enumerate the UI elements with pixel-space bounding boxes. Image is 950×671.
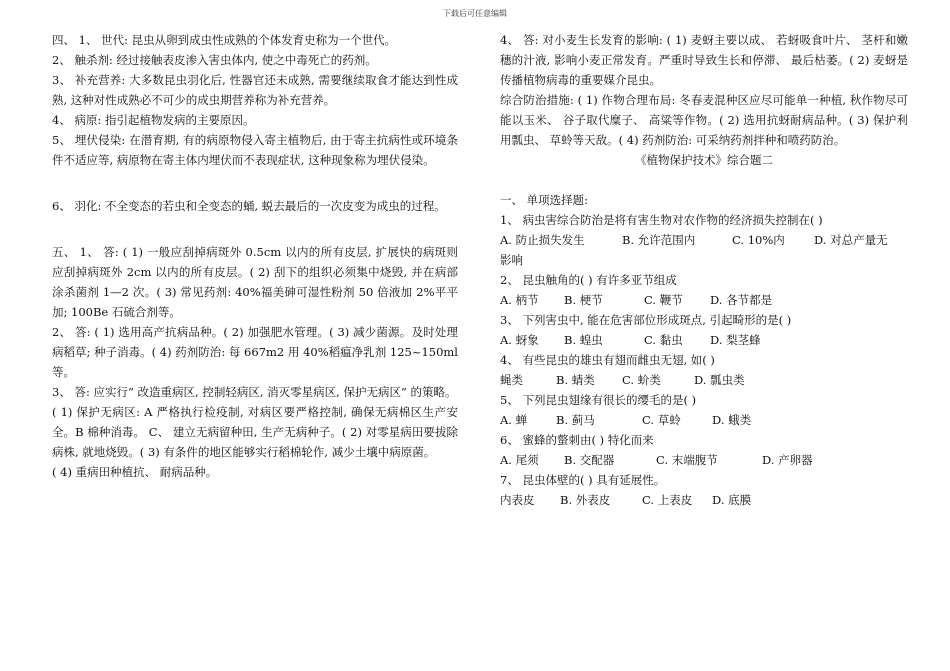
option: C. 蚧类 [622, 373, 661, 387]
question-2: 2、 昆虫触角的( ) 有许多亚节组成 [500, 273, 677, 287]
option: B. 交配器 [564, 453, 615, 467]
left-column [52, 30, 458, 482]
option: C. 黏虫 [644, 333, 683, 347]
question-1-options [500, 230, 908, 250]
question-7-options [500, 490, 908, 510]
option: B. 允许范围内 [622, 233, 696, 247]
section-title: 《植物保护技术》综合题二 [635, 153, 773, 167]
option: B. 外表皮 [560, 493, 611, 507]
question-1-options-cont: 影响 [500, 253, 523, 267]
answer-5-4: 4、 答: 对小麦生长发育的影响: ( 1) 麦蚜主要以成、 若蚜吸食叶片、 茎杆和嫩穗的汁液, 影响小麦正常发育。严重时导致生长和停滞、 最后枯萎。( 2) 麦蚜是传播植物病毒的重要媒介昆虫。 [500, 33, 908, 87]
question-7: 7、 昆虫体壁的( ) 具有延展性。 [500, 473, 666, 487]
option: D. 梨茎蜂 [710, 333, 761, 347]
option: C. 上表皮 [642, 493, 693, 507]
answer-4-1: 四、 1、 世代: 昆虫从卵到成虫性成熟的个体发育史称为一个世代。 [52, 33, 397, 47]
option: 内表皮 [500, 493, 535, 507]
option: C. 鞭节 [644, 293, 683, 307]
option: B. 蝗虫 [564, 333, 603, 347]
option: D. 蛾类 [712, 413, 752, 427]
answer-5-1: 五、 1、 答: ( 1) 一般应刮掉病斑外 0.5cm 以内的所有皮层, 扩展快的病斑则应刮掉病斑外 2cm 以内的所有皮层。( 2) 刮下的组织必须集中烧毁, 并在病部涂杀菌剂 1—2 次。( 3) 常见药剂: 40%福美砷可湿性粉剂 50 倍液加 2%平平加; 100Be 石硫合剂等。 [52, 245, 458, 319]
question-1: 1、 病虫害综合防治是将有害生物对农作物的经济损失控制在( ) [500, 213, 823, 227]
option: A. 尾须 [500, 453, 539, 467]
option: D. 瓢虫类 [694, 373, 745, 387]
option: C. 末端腹节 [656, 453, 718, 467]
question-5: 5、 下列昆虫翅缘有很长的缨毛的是( ) [500, 393, 697, 407]
question-4-options [500, 370, 908, 390]
answer-4-6: 6、 羽化: 不全变态的若虫和全变态的蛹, 蜕去最后的一次皮变为成虫的过程。 [52, 199, 446, 213]
option: D. 产卵器 [762, 453, 813, 467]
question-6: 6、 蜜蜂的螫刺由( ) 特化而来 [500, 433, 654, 447]
option: D. 底膜 [712, 493, 752, 507]
option: B. 梗节 [564, 293, 603, 307]
question-4: 4、 有些昆虫的雄虫有翅而雌虫无翅, 如( ) [500, 353, 715, 367]
section-heading: 一、 单项选择题: [500, 193, 589, 207]
answer-4-3: 3、 补充营养: 大多数昆虫羽化后, 性器官还未成熟, 需要继续取食才能达到性成熟, 这种对性成熟必不可少的成虫期营养称为补充营养。 [52, 73, 458, 107]
option: A. 防止损失发生 [500, 233, 585, 247]
option: C. 草蛉 [642, 413, 681, 427]
option: 蝇类 [500, 373, 523, 387]
question-5-options [500, 410, 908, 430]
answer-4-2: 2、 触杀剂: 经过接触表皮渗入害虫体内, 使之中毒死亡的药剂。 [52, 53, 377, 67]
answer-5-2: 2、 答: ( 1) 选用高产抗病品种。( 2) 加强肥水管理。( 3) 减少菌源。及时处理病稻草; 种子消毒。( 4) 药剂防治: 每 667m2 用 40%稻瘟净乳剂 125~150ml 等。 [52, 325, 458, 379]
question-3: 3、 下列害虫中, 能在危害部位形成斑点, 引起畸形的是( ) [500, 313, 792, 327]
question-2-options [500, 290, 908, 310]
answer-4-5: 5、 埋伏侵染: 在潜育期, 有的病原物侵入寄主植物后, 由于寄主抗病性或环境条件不适应等, 病原物在寄主体内埋伏而不表现症状, 这种现象称为埋伏侵染。 [52, 133, 458, 167]
question-3-options [500, 330, 908, 350]
option: A. 蝉 [500, 413, 528, 427]
option: A. 蚜象 [500, 333, 539, 347]
option: D. 各节都是 [710, 293, 773, 307]
page-header: 下载后可任意编辑 [443, 9, 507, 18]
option: D. 对总产量无 [814, 233, 888, 247]
option: B. 蓟马 [556, 413, 595, 427]
answer-4-4: 4、 病原: 指引起植物发病的主要原因。 [52, 113, 255, 127]
answer-5-3-end: ( 4) 重病田种植抗、 耐病品种。 [52, 465, 218, 479]
question-6-options [500, 450, 908, 470]
option: C. 10%内 [732, 233, 785, 247]
answer-5-3-detail: ( 1) 保护无病区: A 严格执行检疫制, 对病区要严格控制, 确保无病棉区生产安全。B 棉种消毒。 C、 建立无病留种田, 生产无病种子。( 2) 对零星病田要拔除病株, 就地烧毁。( 3) 有条件的地区能够实行稻棉轮作, 减少土壤中病原菌。 [52, 405, 458, 459]
option: B. 蜻类 [556, 373, 595, 387]
right-column [500, 30, 908, 510]
option: A. 柄节 [500, 293, 539, 307]
answer-5-3: 3、 答: 应实行” 改造重病区, 控制轻病区, 消灭零星病区, 保护无病区” 的策略。 [52, 385, 457, 399]
answer-5-4-measures: 综合防治措施: ( 1) 作物合理布局: 冬春麦混种区应尽可能单一种植, 秋作物尽可能以玉米、 谷子取代糜子、 高粱等作物。( 2) 选用抗蚜耐病品种。( 3) 保护利用瓢虫、 草蛉等天敌。( 4) 药剂防治: 可采纳药剂拌种和喷药防治。 [500, 93, 908, 147]
